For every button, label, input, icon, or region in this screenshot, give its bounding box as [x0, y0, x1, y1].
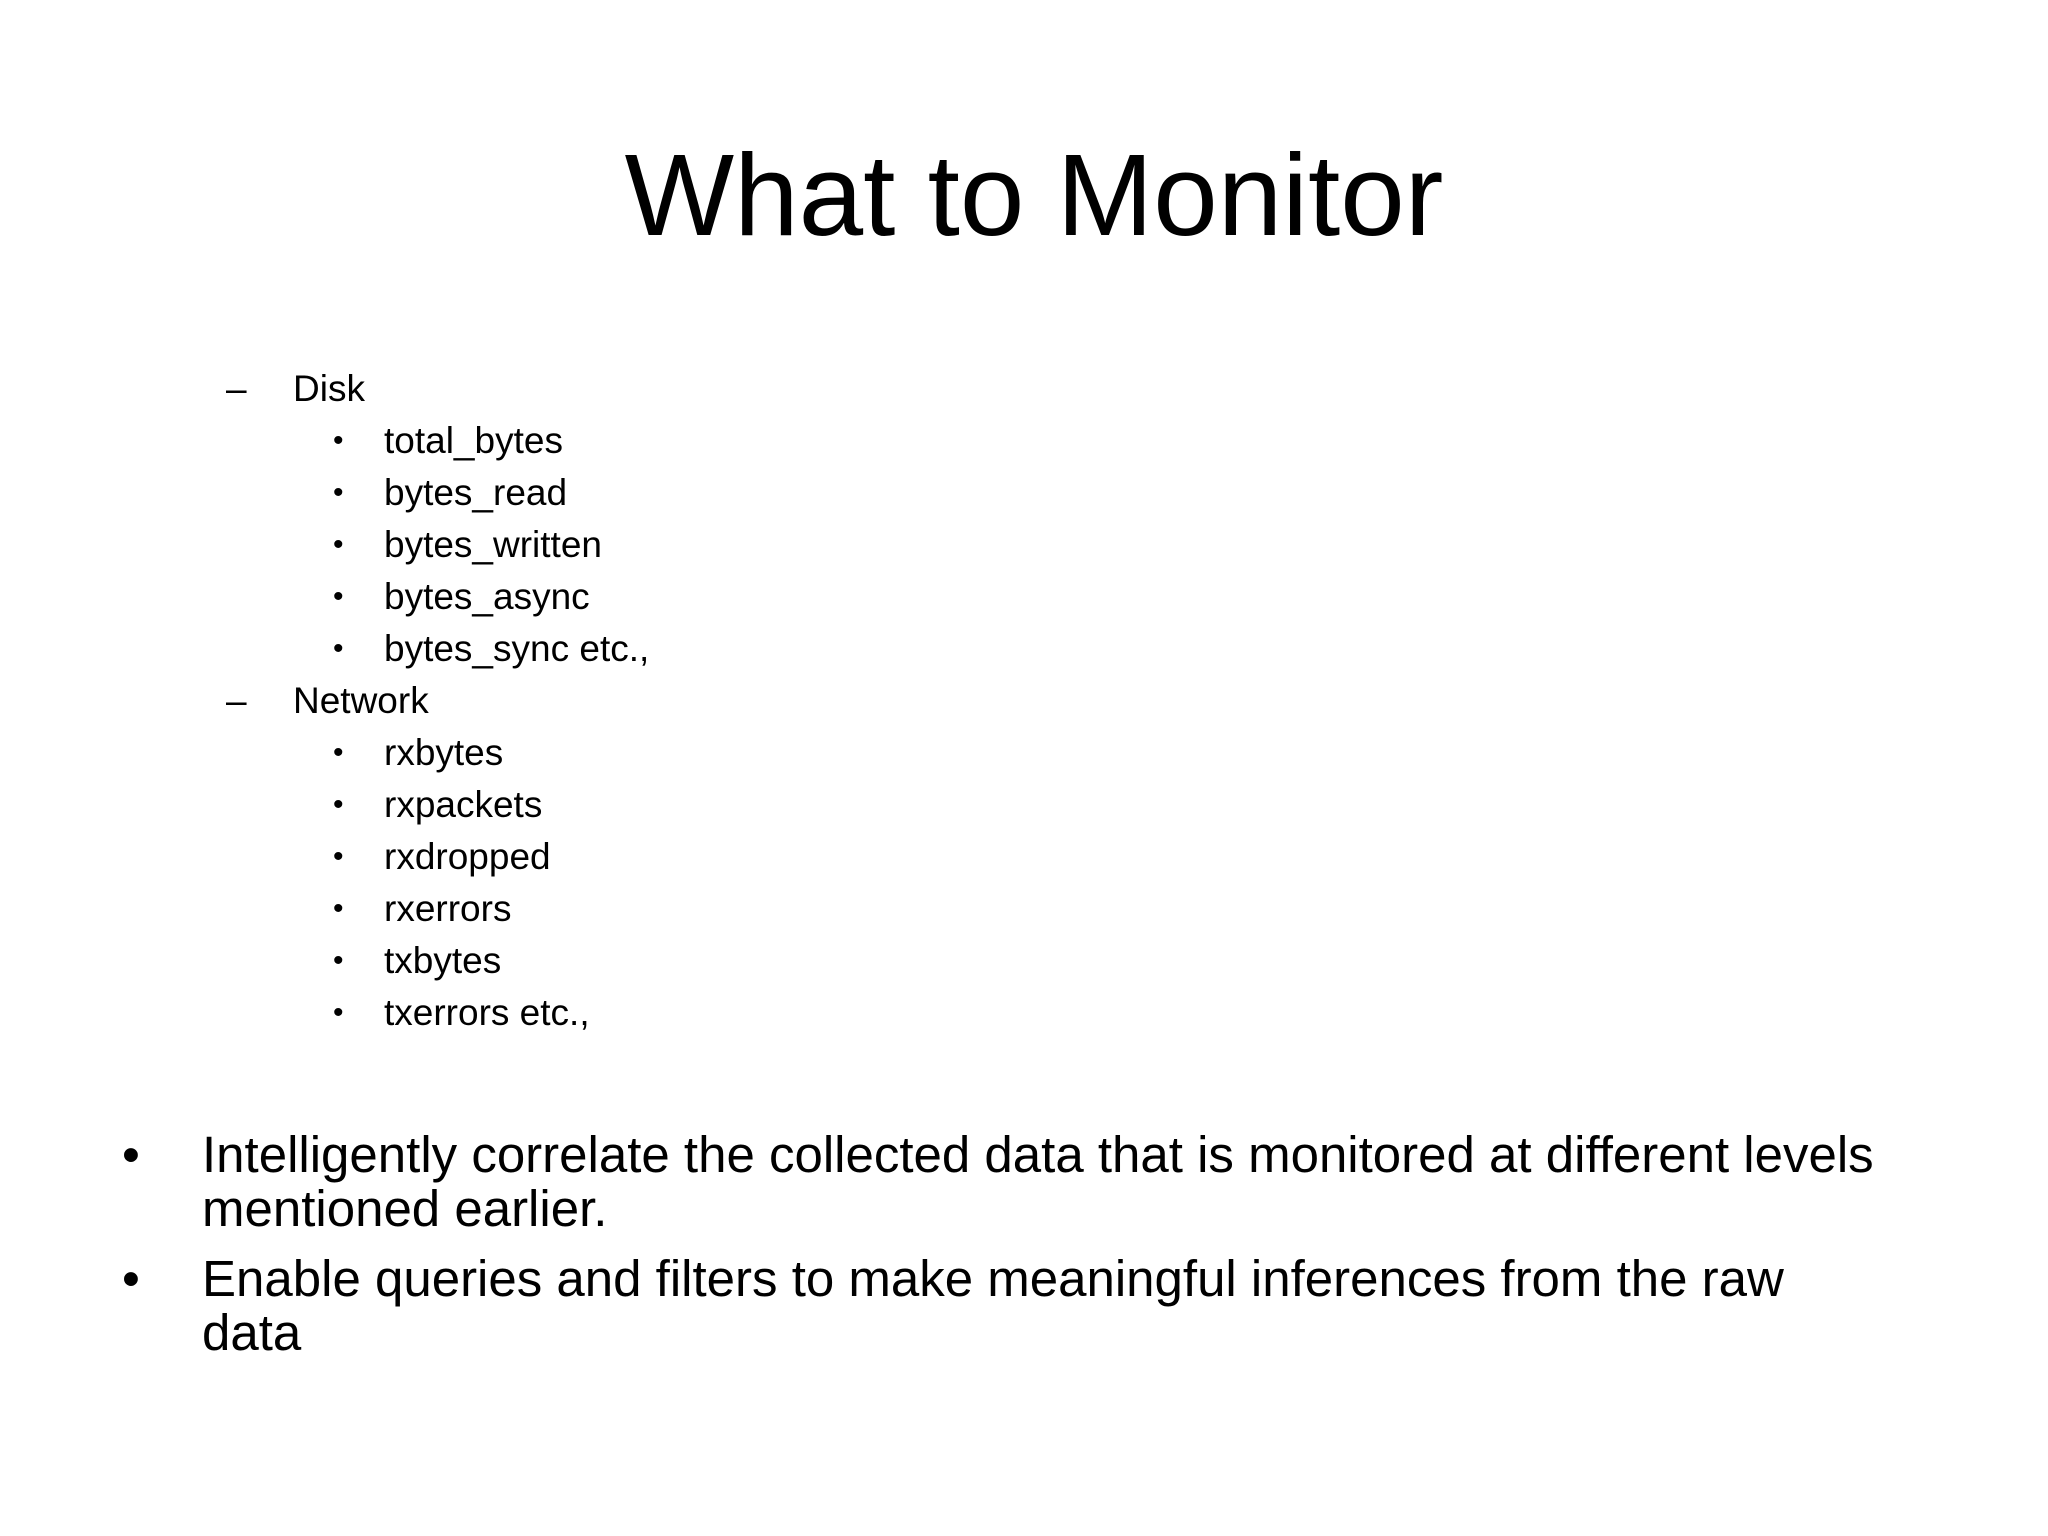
- main-point-correlate: [0, 1128, 1882, 1236]
- bullet-marker: •: [333, 840, 344, 873]
- metric-bytes-read: bytes_read: [384, 472, 568, 513]
- metric-bytes-written: bytes_written: [384, 524, 602, 565]
- metric-rxbytes: rxbytes: [384, 732, 504, 773]
- bullet-marker: •: [333, 788, 344, 821]
- bullet-marker: •: [333, 476, 344, 509]
- bullet-marker: •: [333, 944, 344, 977]
- dash-marker: –: [226, 680, 247, 721]
- main-bullet-list: [0, 1128, 2048, 1376]
- bullet-marker: •: [333, 736, 344, 769]
- main-point-text: Enable queries and filters to make meaningful inferences from the raw data: [202, 1250, 1784, 1361]
- bullet-marker: •: [333, 996, 344, 1029]
- metric-rxerrors: rxerrors: [384, 888, 512, 929]
- bullet-marker: •: [333, 892, 344, 925]
- metric-rxpackets: rxpackets: [384, 784, 543, 825]
- group-label-network: Network: [293, 680, 429, 721]
- main-point-text: Intelligently correlate the collected data that is monitored at different levels mentioned earlier.: [202, 1126, 1874, 1237]
- bullet-marker: •: [333, 528, 344, 561]
- dash-marker: –: [226, 368, 247, 409]
- bullet-marker: •: [122, 1250, 140, 1307]
- metric-txerrors: txerrors etc.,: [384, 992, 590, 1033]
- main-point-queries: [0, 1252, 1882, 1360]
- metric-txbytes: txbytes: [384, 940, 502, 981]
- bullet-marker: •: [122, 1126, 140, 1183]
- metric-rxdropped: rxdropped: [384, 836, 551, 877]
- slide-title: What to Monitor: [624, 130, 1444, 260]
- bullet-marker: •: [333, 632, 344, 665]
- metric-bytes-sync: bytes_sync etc.,: [384, 628, 650, 669]
- metric-total-bytes: total_bytes: [384, 420, 563, 461]
- group-label-disk: Disk: [293, 368, 365, 409]
- bullet-marker: •: [333, 424, 344, 457]
- bullet-marker: •: [333, 580, 344, 613]
- metric-bytes-async: bytes_async: [384, 576, 590, 617]
